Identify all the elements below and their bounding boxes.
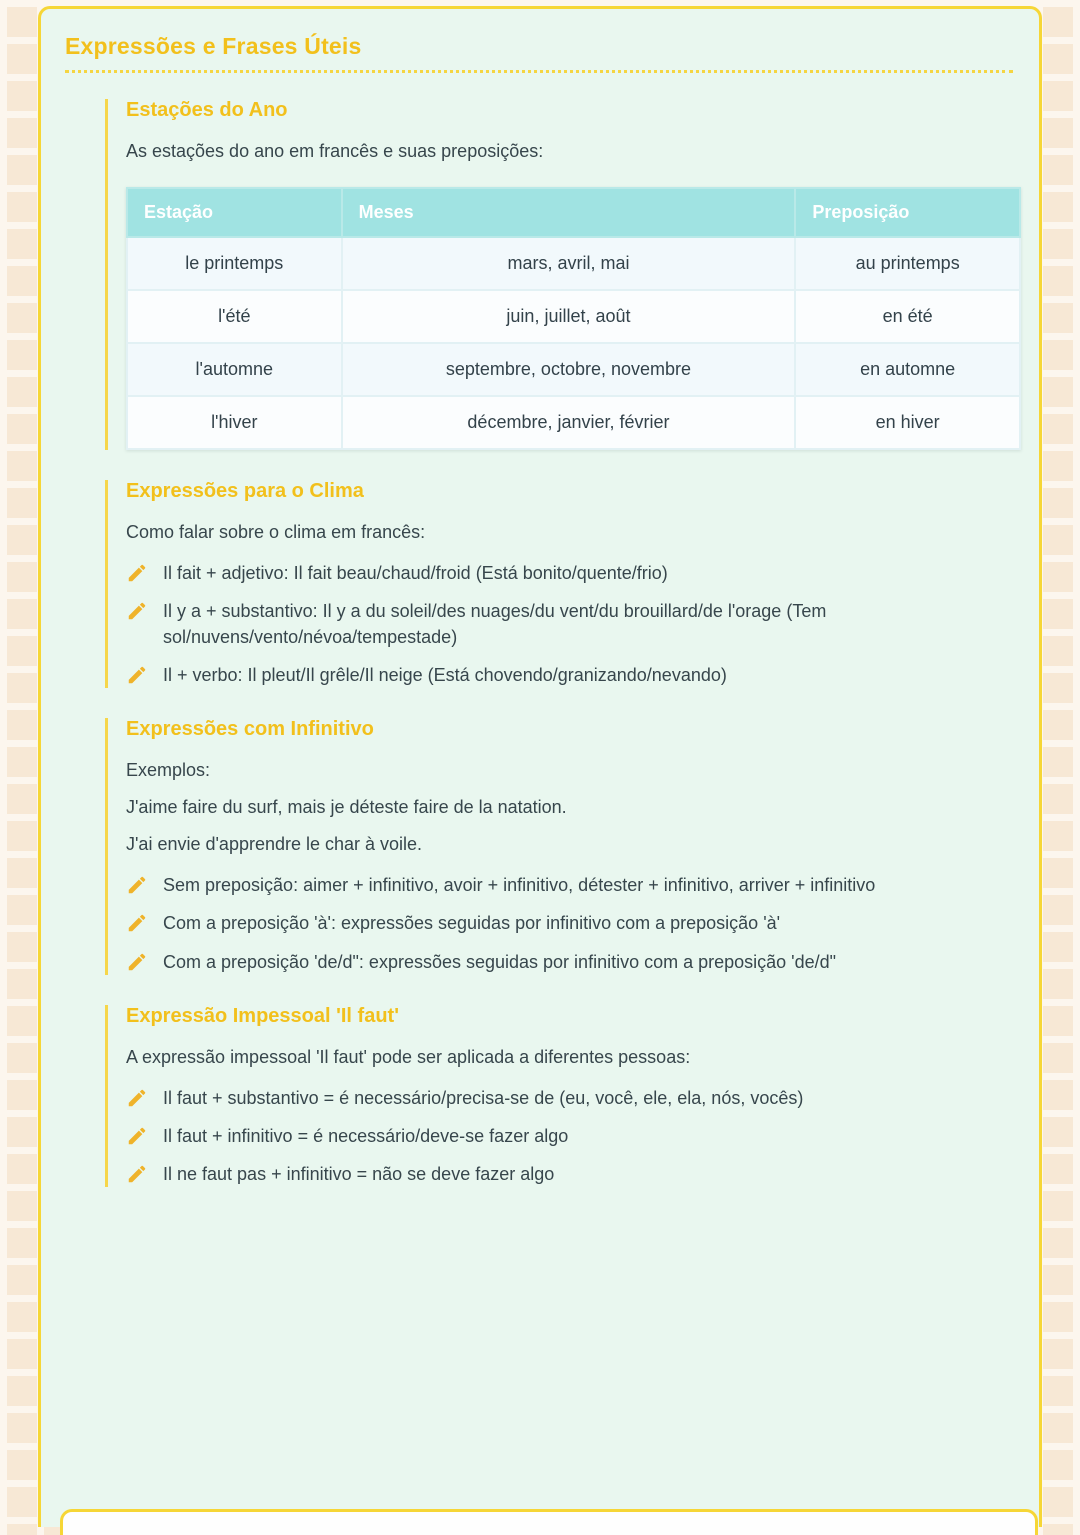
section-expressao-il-faut <box>105 1005 1013 1187</box>
notes-card <box>38 6 1042 1527</box>
table-row <box>127 396 1020 449</box>
list-item <box>126 949 1013 975</box>
pencil-icon <box>126 1087 148 1109</box>
bullet-text: Il y a + substantivo: Il y a du soleil/des nuages/du vent/du brouillard/de l'orage (Tem sol/nuvens/vento/névoa/tempestade) <box>163 601 827 648</box>
pencil-icon <box>126 874 148 896</box>
list-item <box>126 910 1013 936</box>
section-heading: Estações do Ano <box>126 99 288 121</box>
section-intro: As estações do ano em francês e suas preposições: <box>126 141 544 161</box>
pencil-icon <box>126 912 148 934</box>
table-cell: en hiver <box>795 396 1020 449</box>
bullet-text: Il faut + infinitivo = é necessário/deve-se fazer algo <box>163 1125 569 1146</box>
list-item <box>126 662 1013 688</box>
next-page-panel <box>60 1509 1038 1535</box>
bullet-text: Il fait + adjetivo: Il fait beau/chaud/froid (Está bonito/quente/frio) <box>163 563 668 583</box>
bullet-text: Il + verbo: Il pleut/Il grêle/Il neige (Está chovendo/granizando/nevando) <box>163 665 727 686</box>
bullet-list <box>126 560 1013 688</box>
section-intro: Exemplos: <box>126 760 211 781</box>
section-heading: Expressão Impessoal 'Il faut' <box>126 1004 399 1027</box>
list-item <box>126 598 1013 650</box>
bullet-text: Il faut + substantivo = é necessário/precisa-se de (eu, você, ele, ela, nós, vocês) <box>163 1087 804 1108</box>
table-cell: en automne <box>795 343 1020 396</box>
list-item <box>126 872 1013 898</box>
column-header-meses: Meses <box>342 188 796 237</box>
bullet-text: Com a preposição 'de/d": expressões seguidas por infinitivo com a preposição 'de/d" <box>163 951 837 972</box>
section-expressoes-clima <box>105 480 1013 688</box>
table-row <box>127 290 1020 343</box>
example-line: J'aime faire du surf, mais je déteste faire de la natation. <box>126 797 567 818</box>
seasons-table <box>126 187 1021 450</box>
section-intro: A expressão impessoal 'Il faut' pode ser aplicada a diferentes pessoas: <box>126 1046 691 1067</box>
table-cell: l'automne <box>127 343 342 396</box>
bullet-list <box>126 872 1013 974</box>
dotted-divider <box>65 70 1013 73</box>
table-cell: le printemps <box>127 237 342 290</box>
list-item <box>126 560 1013 586</box>
list-item <box>126 1161 1013 1187</box>
example-line: J'ai envie d'apprendre le char à voile. <box>126 834 423 855</box>
table-cell: au printemps <box>795 237 1020 290</box>
section-heading: Expressões com Infinitivo <box>126 718 374 741</box>
page-title: Expressões e Frases Úteis <box>65 33 362 59</box>
column-header-estacao: Estação <box>127 188 342 237</box>
pencil-icon <box>126 562 148 584</box>
list-item <box>126 1085 1013 1111</box>
section-heading: Expressões para o Clima <box>126 480 364 502</box>
bullet-list <box>126 1085 1013 1187</box>
table-cell: septembre, octobre, novembre <box>342 343 796 396</box>
pencil-icon <box>126 600 148 622</box>
bullet-text: Com a preposição 'à': expressões seguidas por infinitivo com a preposição 'à' <box>163 913 781 934</box>
column-header-preposicao: Preposição <box>795 188 1020 237</box>
table-cell: juin, juillet, août <box>342 290 796 343</box>
pencil-icon <box>126 1163 148 1185</box>
table-cell: l'été <box>127 290 342 343</box>
section-expressoes-infinitivo <box>105 718 1013 974</box>
table-cell: décembre, janvier, février <box>342 396 796 449</box>
bullet-text: Sem preposição: aimer + infinitivo, avoir + infinitivo, détester + infinitivo, arriver + infinitivo <box>163 875 876 896</box>
table-cell: l'hiver <box>127 396 342 449</box>
pencil-icon <box>126 951 148 973</box>
section-estacoes-do-ano <box>105 99 1013 450</box>
pencil-icon <box>126 1125 148 1147</box>
section-intro: Como falar sobre o clima em francês: <box>126 522 426 542</box>
table-row <box>127 343 1020 396</box>
list-item <box>126 1123 1013 1149</box>
table-cell: mars, avril, mai <box>342 237 796 290</box>
table-header-row <box>127 188 1020 237</box>
pencil-icon <box>126 664 148 686</box>
table-cell: en été <box>795 290 1020 343</box>
table-row <box>127 237 1020 290</box>
bullet-text: Il ne faut pas + infinitivo = não se deve fazer algo <box>163 1163 555 1184</box>
